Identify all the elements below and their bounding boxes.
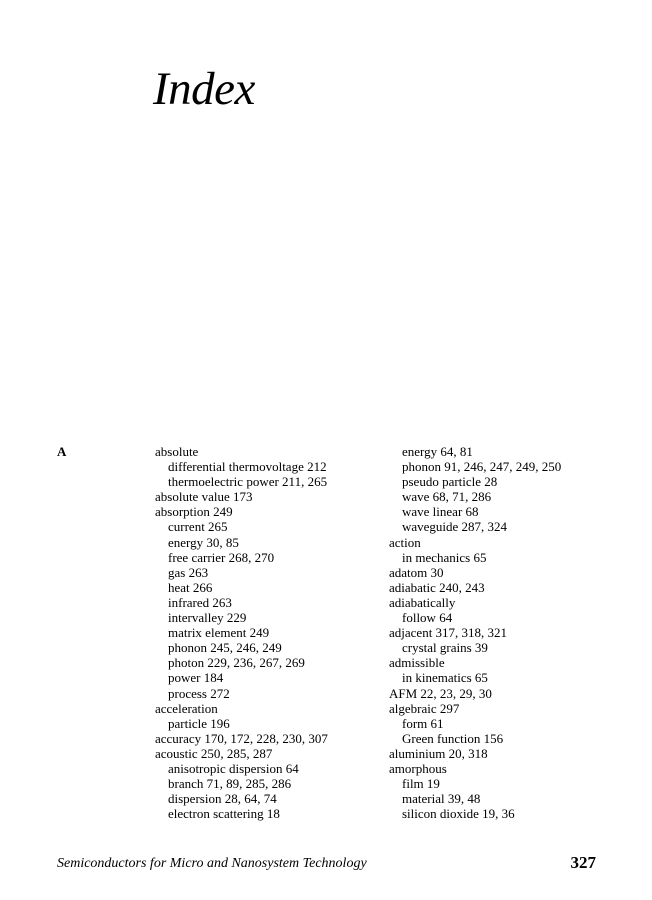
- index-subentry: form 61: [402, 715, 444, 731]
- index-subentry: wave 68, 71, 286: [402, 489, 492, 505]
- index-entry: adatom 30: [389, 564, 444, 580]
- index-column-left: [155, 444, 328, 821]
- index-subentry: silicon dioxide 19, 36: [402, 806, 515, 822]
- index-entry: acoustic 250, 285, 287: [155, 745, 273, 761]
- index-subentry: material 39, 48: [402, 791, 481, 807]
- index-subentry: current 265: [168, 519, 228, 535]
- index-entry: amorphous: [389, 760, 447, 776]
- index-entry: action: [389, 534, 421, 550]
- index-column-right: [389, 444, 561, 821]
- index-subentry: phonon 91, 246, 247, 249, 250: [402, 459, 562, 475]
- index-subentry: energy 30, 85: [168, 534, 239, 550]
- index-subentry: crystal grains 39: [402, 640, 488, 656]
- index-subentry: branch 71, 89, 285, 286: [168, 776, 292, 792]
- index-subentry: heat 266: [168, 579, 213, 595]
- index-subentry: particle 196: [168, 715, 230, 731]
- index-entry: adjacent 317, 318, 321: [389, 625, 508, 641]
- index-entry: acceleration: [155, 700, 218, 716]
- index-subentry: phonon 245, 246, 249: [168, 640, 282, 656]
- index-subentry: film 19: [402, 776, 440, 792]
- index-subentry: electron scattering 18: [168, 806, 280, 822]
- index-subentry: pseudo particle 28: [402, 474, 498, 490]
- index-subentry: dispersion 28, 64, 74: [168, 791, 277, 807]
- index-entry: absolute value 173: [155, 489, 253, 505]
- index-entry: absolute: [155, 444, 199, 459]
- index-subentry: wave linear 68: [402, 504, 479, 520]
- page-title: Index: [153, 63, 255, 115]
- index-entry: accuracy 170, 172, 228, 230, 307: [155, 730, 328, 746]
- index-entry: absorption 249: [155, 504, 233, 520]
- index-subentry: Green function 156: [402, 730, 504, 746]
- footer-book-title: Semiconductors for Micro and Nanosystem Technology: [57, 856, 367, 871]
- index-subentry: differential thermovoltage 212: [168, 459, 327, 475]
- section-letter: A: [57, 444, 67, 459]
- index-subentry: in mechanics 65: [402, 549, 487, 565]
- index-subentry: gas 263: [168, 564, 209, 580]
- index-subentry: infrared 263: [168, 594, 232, 610]
- index-subentry: matrix element 249: [168, 625, 270, 641]
- index-subentry: energy 64, 81: [402, 444, 473, 459]
- index-subentry: anisotropic dispersion 64: [168, 760, 299, 776]
- index-subentry: photon 229, 236, 267, 269: [168, 655, 305, 671]
- index-subentry: process 272: [168, 685, 230, 701]
- index-subentry: intervalley 229: [168, 610, 247, 626]
- index-entry: adiabatically: [389, 594, 456, 610]
- index-entry: algebraic 297: [389, 700, 460, 716]
- index-entry: AFM 22, 23, 29, 30: [389, 685, 492, 701]
- index-subentry: free carrier 268, 270: [168, 549, 275, 565]
- index-subentry: in kinematics 65: [402, 670, 488, 686]
- index-subentry: thermoelectric power 211, 265: [168, 474, 328, 490]
- index-subentry: follow 64: [402, 610, 453, 626]
- index-subentry: waveguide 287, 324: [402, 519, 508, 535]
- index-entry: admissible: [389, 655, 445, 671]
- index-subentry: power 184: [168, 670, 224, 686]
- page-number: 327: [570, 853, 596, 872]
- index-entry: aluminium 20, 318: [389, 745, 488, 761]
- index-entry: adiabatic 240, 243: [389, 579, 485, 595]
